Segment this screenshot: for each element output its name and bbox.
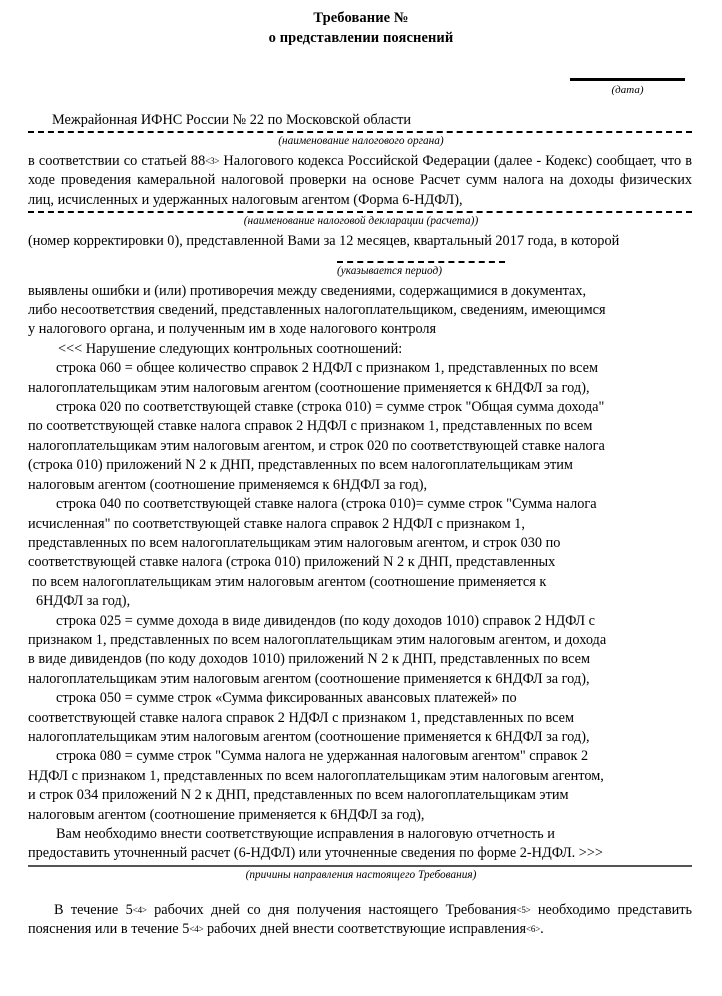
discrepancy-line-3: у налогового органа, и полученным им в ходе налогового контроля xyxy=(28,321,437,338)
violation-020-line-3: налогоплательщикам этим налоговым агентом, и строк 020 по соответствующей ставке налога xyxy=(28,437,605,454)
date-field xyxy=(0,78,722,98)
period-field xyxy=(0,261,722,279)
violation-060-line-1: строка 060 = общее количество справок 2 НДФЛ с признаком 1, представленных по всем xyxy=(56,360,598,377)
violation-080-line-4: налоговым агентом (соотношение применяется к 6НДФЛ за год), xyxy=(28,806,425,823)
violation-050-line-3: налогоплательщикам этим налоговым агентом (соотношение применяется к 6НДФЛ за год), xyxy=(28,728,590,745)
footnote-marker-4b: <4> xyxy=(189,924,204,935)
title-line-2: о представлении пояснений xyxy=(268,30,454,46)
discrepancy-line-2: либо несоответствия сведений, представленных налогоплательщиком, сведениям, имеющимся xyxy=(28,302,606,319)
violation-020-line-4: (строка 010) приложений N 2 к ДНП, представленных по всем налогоплательщикам этим xyxy=(28,457,573,474)
violation-060-line-2: налогоплательщикам этим налоговым агентом (соотношение применяется к 6НДФЛ за год), xyxy=(28,379,590,396)
correction-section xyxy=(0,232,722,251)
organization-dashed-rule xyxy=(28,131,692,133)
period-caption: (указывается период) xyxy=(337,264,443,277)
discrepancy-section xyxy=(0,282,722,340)
violation-050-line-1: строка 050 = сумме строк «Сумма фиксированных авансовых платежей» по xyxy=(56,690,517,707)
final-seg-4: рабочих дней внести соответствующие исправления xyxy=(203,921,527,938)
declaration-dashed-rule xyxy=(28,211,692,213)
final-section xyxy=(0,901,722,940)
violation-080-line-2: НДФЛ с признаком 1, представленных по всем налогоплательщикам этим налоговым агентом, xyxy=(28,767,604,784)
date-rule xyxy=(570,78,685,81)
date-caption: (дата) xyxy=(611,84,644,96)
violation-040-line-2: исчисленная" по соответствующей ставке налога справок 2 НДФЛ с признаком 1, xyxy=(28,515,525,532)
violation-040-line-1: строка 040 по соответствующей ставке налога (строка 010)= сумме строк "Сумма налога xyxy=(56,496,597,513)
footnote-marker-3: <3> xyxy=(205,156,220,166)
violation-025-line-2: признаком 1, представленных по всем налогоплательщикам этим налоговым агентом, и дохода xyxy=(28,631,607,648)
violation-040-line-5: по всем налогоплательщикам этим налоговым агентом (соотношение применяется к xyxy=(32,573,547,590)
final-paragraph xyxy=(28,901,692,940)
reasons-solid-rule xyxy=(28,865,692,867)
final-seg-5: . xyxy=(540,921,544,938)
violation-040-line-6: 6НДФЛ за год), xyxy=(36,593,131,610)
document-title xyxy=(0,0,722,48)
violation-040-line-3: представленных по всем налогоплательщикам этим налоговым агентом, и строк 030 по xyxy=(28,534,561,551)
intro-text-after-footnote: Налогового кодекса Российской Федерации (далее - Кодекс) сообщает, что в ходе проведения камеральной налоговой проверки на основе Расчет сумм налога на доходы физических лиц, исчисленных и удержанных налоговым агентом (Форма 6-НДФЛ), xyxy=(28,153,692,208)
violation-020-line-5: налоговым агентом (соотношение применяемся к 6НДФЛ за год), xyxy=(28,476,428,493)
organization-caption: (наименование налогового органа) xyxy=(278,135,444,147)
organization-field xyxy=(0,111,722,149)
correction-paragraph: (номер корректировки 0), представленной Вами за 12 месяцев, квартальный 2017 года, в которой xyxy=(28,233,620,250)
final-seg-3: необходимо представить пояснения или в течение 5 xyxy=(28,901,692,938)
declaration-rule-wrap xyxy=(0,211,722,213)
reasons-rule-wrap xyxy=(0,865,722,867)
conclusion-line-1: Вам необходимо внести соответствующие исправления в налоговую отчетность и xyxy=(56,826,555,842)
footnote-marker-4a: <4> xyxy=(132,904,147,915)
final-seg-1: В течение 5 xyxy=(54,901,133,918)
footnote-marker-5: <5> xyxy=(516,904,531,915)
title-line-1: Требование № xyxy=(313,10,409,26)
period-dashed-rule xyxy=(337,261,505,263)
violation-080-line-3: и строк 034 приложений N 2 к ДНП, представленных по всем налогоплательщикам этим xyxy=(28,787,569,804)
violation-050-line-2: соответствующей ставке налога справок 2 НДФЛ с признаком 1, представленных по всем xyxy=(28,709,575,726)
final-seg-2: рабочих дней со дня получения настоящего Требования xyxy=(146,901,517,918)
violation-080-line-1: строка 080 = сумме строк "Сумма налога не удержанная налоговым агентом" справок 2 xyxy=(56,748,589,765)
intro-paragraph xyxy=(28,152,692,210)
discrepancy-line-1: выявлены ошибки и (или) противоречия между сведениями, содержащимися в документах, xyxy=(28,282,587,299)
intro-section xyxy=(0,152,722,210)
violation-020-line-1: строка 020 по соответствующей ставке (строка 010) = сумме строк "Общая сумма дохода" xyxy=(56,399,605,416)
violation-040-line-4: соответствующей ставке налога (строка 010) приложений N 2 к ДНП, представленных xyxy=(28,554,556,571)
violation-025-line-3: в виде дивидендов (по коду доходов 1010) приложений N 2 к ДНП, представленных по всем xyxy=(28,651,591,668)
declaration-caption: (наименование налоговой декларации (расчета)) xyxy=(243,215,479,228)
violation-025-line-4: налогоплательщикам этим налоговым агентом (соотношение применяется к 6НДФЛ за год), xyxy=(28,670,590,687)
violations-heading: <<< Нарушение следующих контрольных соотношений: xyxy=(58,340,403,357)
intro-text-before-footnote: в соответствии со статьей 88 xyxy=(28,153,206,169)
violations-section xyxy=(0,340,722,864)
violation-020-line-2: по соответствующей ставке налога справок 2 НДФЛ с признаком 1, представленных по всем xyxy=(28,418,593,435)
organization-name: Межрайонная ИФНС России № 22 по Московской области xyxy=(52,112,411,128)
violation-025-line-1: строка 025 = сумме дохода в виде дивидендов (по коду доходов 1010) справок 2 НДФЛ с xyxy=(56,612,595,629)
reasons-caption: (причины направления настоящего Требования) xyxy=(245,868,477,881)
conclusion-line-2: предоставить уточненный расчет (6-НДФЛ) или уточненные сведения по форме 2-НДФЛ. >>> xyxy=(28,845,603,862)
footnote-marker-6: <6> xyxy=(526,924,541,935)
organization-rule-wrap xyxy=(0,131,722,133)
